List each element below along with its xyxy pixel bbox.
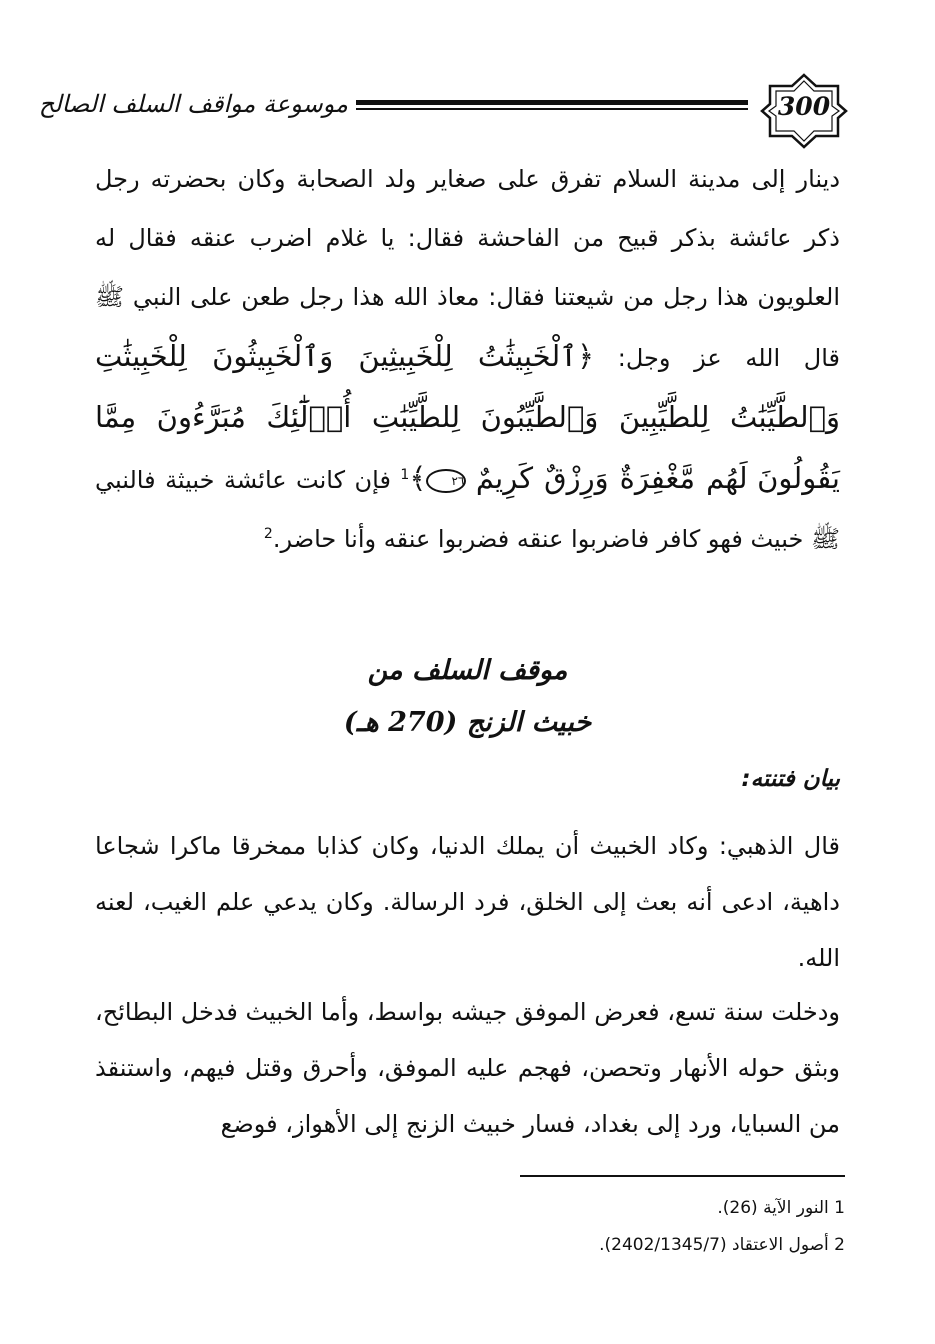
header-rule <box>356 100 748 110</box>
text-line <box>95 150 840 569</box>
section-title-line-1: موقف السلف من <box>367 655 568 686</box>
text-line-3: العلويون هذا رجل من شيعتنا فقال: معاذ الله هذا رجل طعن على النبي ﷺ <box>95 283 840 311</box>
quran-close-bracket: ﴾ <box>409 461 427 495</box>
page-header <box>38 72 858 158</box>
main-text <box>95 150 840 569</box>
footnote-ref-1[interactable]: 1 <box>400 467 410 483</box>
quran-verse-part-1: ﴿ٱلْخَبِيثَٰتُ لِلْخَبِيثِينَ وَٱلْخَبِيثُونَ لِلْخَبِيثَٰتِ <box>95 339 595 373</box>
book-title: موسوعة مواقف السلف الصالح <box>38 90 348 118</box>
section-title-line-2: خبيث الزنج (270 هـ) <box>343 707 592 738</box>
paragraph-events: ودخلت سنة تسع، فعرض الموفق جيشه بواسط، وأما الخبيث فدخل البطائح، وبثق حوله الأنهار وتحصن، فهجم عليه الموفق، وأحرق وقتل فيهم، واستنقذ من السبايا، ورد إلى بغداد، فسار خبيث الزنج إلى الأهواز، فوضع <box>95 998 840 1138</box>
paragraph-dhahabi: قال الذهبي: وكاد الخبيث أن يملك الدنيا، وكان كذابا ممخرقا ماكرا شجاعا داهية، ادعى أنه بعث إلى الخلق، فرد الرسالة. وكان يدعي علم الغيب، لعنه الله. <box>95 832 840 972</box>
footnotes <box>95 1190 845 1264</box>
quran-verse-part-2: وَٱلطَّيِّبَٰتُ لِلطَّيِّبِينَ وَٱلطَّيِّبُونَ لِلطَّيِّبَٰتِ أُو۟لَٰٓئِكَ مُبَرَّءُونَ مِمَّا يَقُولُونَ <box>95 400 840 495</box>
text-line-6: فإن كانت عائشة خبيثة فالنبي ﷺ <box>95 466 840 553</box>
footnote-2: 2 أصول الاعتقاد (2402/1345/7). <box>599 1235 845 1255</box>
ayah-number-icon: ٢٦ <box>426 469 466 493</box>
text-line-7: خبيث فهو كافر فاضربوا عنقه فضربوا عنقه وأنا حاضر. <box>272 525 804 553</box>
footnote-separator <box>520 1175 845 1177</box>
quran-verse-part-3: لَهُم مَّغْفِرَةٌ وَرِزْقٌ كَرِيمٌ <box>475 461 748 495</box>
text-line-1: دينار إلى مدينة السلام تفرق على صغاير ولد الصحابة وكان بحضرته رجل <box>95 165 840 193</box>
footnote-1: 1 النور الآية (26). <box>717 1198 845 1218</box>
text-line-2: ذكر عائشة بذكر قبيح من الفاحشة فقال: يا غلام اضرب عنقه فقال له <box>95 224 840 252</box>
footnote-ref-2[interactable]: 2 <box>263 526 273 542</box>
text-line-4: قال الله عز وجل: <box>617 344 840 372</box>
subheading: بيان فتنته: <box>741 766 840 792</box>
page-number-badge <box>760 72 848 150</box>
page-number: 300 <box>777 92 831 121</box>
